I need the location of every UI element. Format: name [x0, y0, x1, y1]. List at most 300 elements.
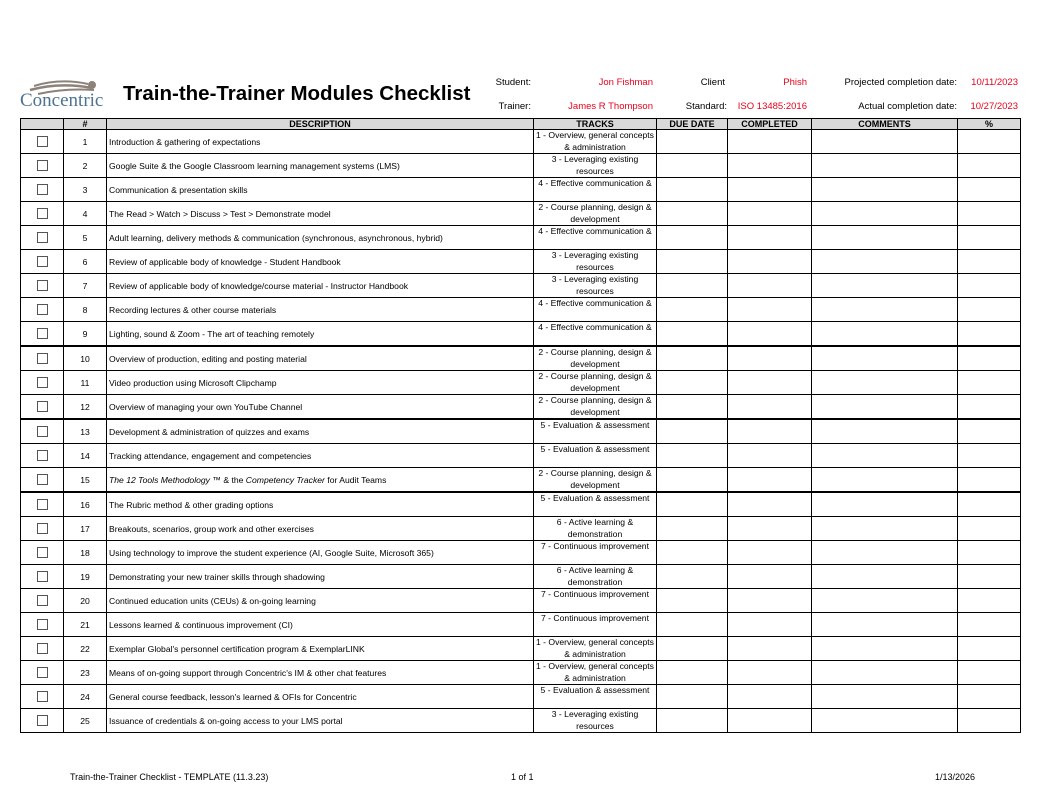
table-row — [21, 468, 1021, 493]
module-track — [534, 371, 657, 395]
track-text: 4 - Effective communication & — [538, 322, 652, 332]
module-track — [534, 154, 657, 178]
completed-cell[interactable] — [728, 685, 812, 709]
due-date-cell[interactable] — [657, 322, 728, 347]
percent-cell[interactable] — [958, 541, 1021, 565]
track-text: 5 - Evaluation & assessment — [540, 493, 650, 503]
percent-cell[interactable] — [958, 178, 1021, 202]
checkbox-cell — [21, 154, 64, 178]
description-part: for Audit Teams — [324, 474, 387, 485]
comments-cell[interactable] — [812, 178, 958, 202]
module-number: 4 — [64, 202, 107, 226]
module-track — [534, 661, 657, 685]
due-date-cell[interactable] — [657, 444, 728, 468]
table-row — [21, 395, 1021, 420]
table-row — [21, 202, 1021, 226]
table-row — [21, 517, 1021, 541]
module-number: 5 — [64, 226, 107, 250]
track-text: 5 - Evaluation & assessment — [540, 685, 650, 695]
completed-cell[interactable] — [728, 298, 812, 322]
table-row — [21, 250, 1021, 274]
completion-checkbox[interactable] — [37, 715, 48, 726]
col-header-checkbox — [21, 119, 64, 130]
footer-page-number: 1 of 1 — [511, 772, 534, 782]
description-text: Exemplar Global's personnel certification program & ExemplarLINK — [109, 643, 365, 654]
logo-text: Concentric — [20, 90, 104, 111]
comments-cell[interactable] — [812, 298, 958, 322]
percent-cell[interactable] — [958, 637, 1021, 661]
track-text: 3 - Leveraging existing resources — [551, 250, 639, 272]
module-number: 1 — [64, 130, 107, 154]
comments-cell[interactable] — [812, 637, 958, 661]
comments-cell[interactable] — [812, 468, 958, 493]
checkbox-cell — [21, 226, 64, 250]
percent-cell[interactable] — [958, 661, 1021, 685]
comments-cell[interactable] — [812, 565, 958, 589]
track-text: 2 - Course planning, design & development — [538, 347, 652, 369]
trainer-label: Trainer: — [498, 101, 531, 112]
due-date-cell[interactable] — [657, 371, 728, 395]
client-value: Phish — [783, 77, 807, 88]
due-date-cell[interactable] — [657, 419, 728, 444]
description-text: Lighting, sound & Zoom - The art of teaching remotely — [109, 328, 315, 339]
description-text: General course feedback, lesson's learned & OFIs for Concentric — [109, 691, 357, 702]
track-text: 5 - Evaluation & assessment — [540, 420, 650, 430]
table-row — [21, 226, 1021, 250]
projected-date-value: 10/11/2023 — [971, 77, 1018, 88]
module-track — [534, 395, 657, 420]
completed-cell[interactable] — [728, 250, 812, 274]
module-number: 21 — [64, 613, 107, 637]
module-track — [534, 589, 657, 613]
completed-cell[interactable] — [728, 444, 812, 468]
completion-checkbox[interactable] — [37, 450, 48, 461]
due-date-cell[interactable] — [657, 202, 728, 226]
checkbox-cell — [21, 419, 64, 444]
percent-cell[interactable] — [958, 589, 1021, 613]
module-number: 18 — [64, 541, 107, 565]
completion-checkbox[interactable] — [37, 377, 48, 388]
track-text: 2 - Course planning, design & development — [538, 202, 652, 224]
actual-date-label: Actual completion date: — [858, 101, 957, 112]
comments-cell[interactable] — [812, 371, 958, 395]
description-text: Means of on-going support through Concentric's IM & other chat features — [109, 667, 387, 678]
description-text: The Read > Watch > Discuss > Test > Demonstrate model — [109, 208, 331, 219]
percent-cell[interactable] — [958, 371, 1021, 395]
module-description — [107, 298, 534, 322]
completed-cell[interactable] — [728, 637, 812, 661]
module-description — [107, 565, 534, 589]
completed-cell[interactable] — [728, 371, 812, 395]
module-track — [534, 685, 657, 709]
checkbox-cell — [21, 130, 64, 154]
due-date-cell[interactable] — [657, 565, 728, 589]
module-number: 20 — [64, 589, 107, 613]
comments-cell[interactable] — [812, 613, 958, 637]
due-date-cell[interactable] — [657, 226, 728, 250]
due-date-cell[interactable] — [657, 613, 728, 637]
module-number: 3 — [64, 178, 107, 202]
module-description — [107, 444, 534, 468]
track-text: 1 - Overview, general concepts & administration — [536, 130, 654, 152]
footer-document-name: Train-the-Trainer Checklist - TEMPLATE (11.3.23) — [70, 772, 269, 782]
module-number: 10 — [64, 346, 107, 371]
completion-checkbox[interactable] — [37, 401, 48, 412]
checkbox-cell — [21, 661, 64, 685]
modules-table — [20, 118, 1021, 733]
track-text: 7 - Continuous improvement — [541, 541, 649, 551]
track-text: 3 - Leveraging existing resources — [551, 709, 639, 731]
completion-checkbox[interactable] — [37, 571, 48, 582]
due-date-cell[interactable] — [657, 709, 728, 733]
comments-cell[interactable] — [812, 346, 958, 371]
description-part: & the — [220, 474, 246, 485]
module-track — [534, 322, 657, 347]
comments-cell[interactable] — [812, 395, 958, 420]
comments-cell[interactable] — [812, 541, 958, 565]
description-text: Using technology to improve the student experience (AI, Google Suite, Microsoft 365) — [109, 547, 434, 558]
due-date-cell[interactable] — [657, 274, 728, 298]
track-text: 7 - Continuous improvement — [541, 589, 649, 599]
percent-cell[interactable] — [958, 202, 1021, 226]
module-number: 7 — [64, 274, 107, 298]
module-description — [107, 371, 534, 395]
completed-cell[interactable] — [728, 661, 812, 685]
due-date-cell[interactable] — [657, 468, 728, 493]
description-text: Demonstrating your new trainer skills through shadowing — [109, 571, 325, 582]
percent-cell[interactable] — [958, 322, 1021, 347]
track-text: 6 - Active learning & demonstration — [556, 517, 634, 539]
client-label: Client — [700, 77, 725, 88]
completion-checkbox[interactable] — [37, 619, 48, 630]
description-text: Tracking attendance, engagement and competencies — [109, 450, 312, 461]
module-description — [107, 346, 534, 371]
completed-cell[interactable] — [728, 154, 812, 178]
due-date-cell[interactable] — [657, 685, 728, 709]
student-label: Student: — [495, 77, 531, 88]
completion-checkbox[interactable] — [37, 232, 48, 243]
track-text: 2 - Course planning, design & development — [538, 371, 652, 393]
table-row — [21, 419, 1021, 444]
completed-cell[interactable] — [728, 395, 812, 420]
module-number: 17 — [64, 517, 107, 541]
module-description — [107, 395, 534, 420]
completed-cell[interactable] — [728, 274, 812, 298]
percent-cell[interactable] — [958, 709, 1021, 733]
checkbox-cell — [21, 685, 64, 709]
track-text: 5 - Evaluation & assessment — [540, 444, 650, 454]
completed-cell[interactable] — [728, 322, 812, 347]
module-track — [534, 468, 657, 493]
comments-cell[interactable] — [812, 517, 958, 541]
projected-date-label: Projected completion date: — [844, 77, 957, 88]
description-text: Video production using Microsoft Clipchamp — [109, 377, 277, 388]
completion-checkbox[interactable] — [37, 547, 48, 558]
module-number: 15 — [64, 468, 107, 493]
module-description — [107, 661, 534, 685]
table-row — [21, 274, 1021, 298]
module-number: 14 — [64, 444, 107, 468]
table-row — [21, 709, 1021, 733]
module-track — [534, 541, 657, 565]
comments-cell[interactable] — [812, 226, 958, 250]
module-description — [107, 541, 534, 565]
comments-cell[interactable] — [812, 202, 958, 226]
completion-checkbox[interactable] — [37, 256, 48, 267]
module-number: 13 — [64, 419, 107, 444]
description-part: Competency Tracker — [245, 474, 325, 485]
completed-cell[interactable] — [728, 419, 812, 444]
percent-cell[interactable] — [958, 685, 1021, 709]
trainer-value: James R Thompson — [568, 101, 653, 112]
col-header-due-date: DUE DATE — [657, 119, 728, 130]
description-text: Review of applicable body of knowledge - Student Handbook — [109, 256, 341, 267]
module-description — [107, 226, 534, 250]
completed-cell[interactable] — [728, 517, 812, 541]
module-track — [534, 613, 657, 637]
checkbox-cell — [21, 613, 64, 637]
module-description — [107, 274, 534, 298]
percent-cell[interactable] — [958, 444, 1021, 468]
completed-cell[interactable] — [728, 346, 812, 371]
comments-cell[interactable] — [812, 322, 958, 347]
percent-cell[interactable] — [958, 517, 1021, 541]
module-description — [107, 589, 534, 613]
description-text: Lessons learned & continuous improvement (CI) — [109, 619, 293, 630]
checkbox-cell — [21, 274, 64, 298]
due-date-cell[interactable] — [657, 154, 728, 178]
table-row — [21, 444, 1021, 468]
due-date-cell[interactable] — [657, 492, 728, 517]
module-track — [534, 202, 657, 226]
comments-cell[interactable] — [812, 154, 958, 178]
table-row — [21, 613, 1021, 637]
comments-cell[interactable] — [812, 130, 958, 154]
description-text: The Rubric method & other grading options — [109, 499, 274, 510]
module-description — [107, 685, 534, 709]
percent-cell[interactable] — [958, 419, 1021, 444]
table-row — [21, 346, 1021, 371]
module-number: 2 — [64, 154, 107, 178]
completed-cell[interactable] — [728, 468, 812, 493]
module-description — [107, 154, 534, 178]
table-row — [21, 661, 1021, 685]
completion-checkbox[interactable] — [37, 474, 48, 485]
checkbox-cell — [21, 565, 64, 589]
percent-cell[interactable] — [958, 154, 1021, 178]
module-description — [107, 613, 534, 637]
table-row — [21, 565, 1021, 589]
percent-cell[interactable] — [958, 298, 1021, 322]
col-header-description: DESCRIPTION — [107, 119, 534, 130]
track-text: 4 - Effective communication & — [538, 298, 652, 308]
track-text: 2 - Course planning, design & development — [538, 395, 652, 417]
col-header-comments: COMMENTS — [812, 119, 958, 130]
col-header-percent: % — [958, 119, 1021, 130]
module-track — [534, 419, 657, 444]
table-row — [21, 322, 1021, 347]
module-track — [534, 709, 657, 733]
comments-cell[interactable] — [812, 685, 958, 709]
percent-cell[interactable] — [958, 250, 1021, 274]
completed-cell[interactable] — [728, 492, 812, 517]
completed-cell[interactable] — [728, 226, 812, 250]
checkbox-cell — [21, 637, 64, 661]
table-row — [21, 178, 1021, 202]
module-track — [534, 565, 657, 589]
module-description — [107, 517, 534, 541]
description-text: Review of applicable body of knowledge/course material - Instructor Handbook — [109, 280, 409, 291]
completion-checkbox[interactable] — [37, 280, 48, 291]
module-description — [107, 322, 534, 347]
module-track — [534, 346, 657, 371]
module-track — [534, 492, 657, 517]
module-track — [534, 298, 657, 322]
due-date-cell[interactable] — [657, 130, 728, 154]
table-row — [21, 371, 1021, 395]
module-number: 25 — [64, 709, 107, 733]
due-date-cell[interactable] — [657, 298, 728, 322]
track-text: 4 - Effective communication & — [538, 178, 652, 188]
module-number: 12 — [64, 395, 107, 420]
module-description — [107, 130, 534, 154]
due-date-cell[interactable] — [657, 661, 728, 685]
percent-cell[interactable] — [958, 226, 1021, 250]
table-row — [21, 130, 1021, 154]
table-row — [21, 492, 1021, 517]
completed-cell[interactable] — [728, 202, 812, 226]
track-text: 7 - Continuous improvement — [541, 613, 649, 623]
checkbox-cell — [21, 589, 64, 613]
module-description — [107, 637, 534, 661]
description-text: Overview of managing your own YouTube Channel — [109, 401, 303, 412]
module-description — [107, 178, 534, 202]
completed-cell[interactable] — [728, 178, 812, 202]
module-number: 11 — [64, 371, 107, 395]
checkbox-cell — [21, 395, 64, 420]
module-track — [534, 274, 657, 298]
module-description — [107, 419, 534, 444]
percent-cell[interactable] — [958, 274, 1021, 298]
percent-cell[interactable] — [958, 613, 1021, 637]
description-text: Introduction & gathering of expectations — [109, 136, 261, 147]
track-text: 2 - Course planning, design & development — [538, 468, 652, 490]
percent-cell[interactable] — [958, 130, 1021, 154]
due-date-cell[interactable] — [657, 178, 728, 202]
completion-checkbox[interactable] — [37, 691, 48, 702]
track-text: 3 - Leveraging existing resources — [551, 274, 639, 296]
due-date-cell[interactable] — [657, 395, 728, 420]
completion-checkbox[interactable] — [37, 304, 48, 315]
checkbox-cell — [21, 371, 64, 395]
student-value: Jon Fishman — [598, 77, 653, 88]
completion-checkbox[interactable] — [37, 426, 48, 437]
comments-cell[interactable] — [812, 709, 958, 733]
track-text: 1 - Overview, general concepts & administration — [536, 637, 654, 659]
module-description — [107, 468, 534, 493]
completed-cell[interactable] — [728, 565, 812, 589]
comments-cell[interactable] — [812, 492, 958, 517]
percent-cell[interactable] — [958, 346, 1021, 371]
module-number: 23 — [64, 661, 107, 685]
table-row — [21, 589, 1021, 613]
completion-checkbox[interactable] — [37, 499, 48, 510]
module-track — [534, 226, 657, 250]
completed-cell[interactable] — [728, 541, 812, 565]
completed-cell[interactable] — [728, 130, 812, 154]
comments-cell[interactable] — [812, 274, 958, 298]
actual-date-value: 10/27/2023 — [970, 101, 1018, 112]
col-header-number: # — [64, 119, 107, 130]
description-text: Breakouts, scenarios, group work and other exercises — [109, 523, 314, 534]
percent-cell[interactable] — [958, 468, 1021, 493]
completion-checkbox[interactable] — [37, 667, 48, 678]
checkbox-cell — [21, 202, 64, 226]
description-text: Google Suite & the Google Classroom learning management systems (LMS) — [109, 160, 400, 171]
comments-cell[interactable] — [812, 419, 958, 444]
completion-checkbox[interactable] — [37, 208, 48, 219]
module-track — [534, 517, 657, 541]
module-description — [107, 202, 534, 226]
table-row — [21, 541, 1021, 565]
due-date-cell[interactable] — [657, 637, 728, 661]
track-text: 6 - Active learning & demonstration — [556, 565, 634, 587]
module-number: 16 — [64, 492, 107, 517]
due-date-cell[interactable] — [657, 250, 728, 274]
module-number: 19 — [64, 565, 107, 589]
completed-cell[interactable] — [728, 709, 812, 733]
completed-cell[interactable] — [728, 613, 812, 637]
completion-checkbox[interactable] — [37, 328, 48, 339]
module-description — [107, 709, 534, 733]
completion-checkbox[interactable] — [37, 353, 48, 364]
checkbox-cell — [21, 298, 64, 322]
completion-checkbox[interactable] — [37, 643, 48, 654]
completion-checkbox[interactable] — [37, 160, 48, 171]
due-date-cell[interactable] — [657, 589, 728, 613]
comments-cell[interactable] — [812, 589, 958, 613]
table-row — [21, 685, 1021, 709]
checkbox-cell — [21, 517, 64, 541]
table-row — [21, 154, 1021, 178]
track-text: 3 - Leveraging existing resources — [551, 154, 639, 176]
due-date-cell[interactable] — [657, 517, 728, 541]
percent-cell[interactable] — [958, 492, 1021, 517]
completion-checkbox[interactable] — [37, 184, 48, 195]
description-part: The 12 Tools Methodology ™ — [109, 474, 221, 485]
module-number: 22 — [64, 637, 107, 661]
due-date-cell[interactable] — [657, 346, 728, 371]
percent-cell[interactable] — [958, 395, 1021, 420]
checkbox-cell — [21, 178, 64, 202]
completion-checkbox[interactable] — [37, 523, 48, 534]
checkbox-cell — [21, 322, 64, 347]
comments-cell[interactable] — [812, 444, 958, 468]
checkbox-cell — [21, 541, 64, 565]
table-header-row — [21, 119, 1021, 130]
description-text: Overview of production, editing and posting material — [109, 353, 307, 364]
module-number: 6 — [64, 250, 107, 274]
comments-cell[interactable] — [812, 250, 958, 274]
module-number: 9 — [64, 322, 107, 347]
comments-cell[interactable] — [812, 661, 958, 685]
completion-checkbox[interactable] — [37, 136, 48, 147]
completed-cell[interactable] — [728, 589, 812, 613]
module-number: 24 — [64, 685, 107, 709]
due-date-cell[interactable] — [657, 541, 728, 565]
percent-cell[interactable] — [958, 565, 1021, 589]
completion-checkbox[interactable] — [37, 595, 48, 606]
